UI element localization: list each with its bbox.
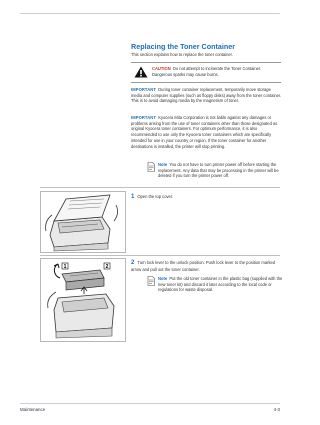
important-1-body: During toner container replacement, temporarily move storage media and computer supplies (such as floppy disks) away from the toner container. This is to avoid damaging media by the magnetism of toner.: [131, 87, 282, 104]
note-1-label: Note: [158, 162, 168, 167]
note-2-label: Note: [158, 276, 168, 281]
note-1-body: You do not have to turn printer power off before starting the replacement. Any data that may be processing in the printer will be deleted if you turn the printer power off.: [158, 162, 279, 179]
important-1-label: IMPORTANT: [131, 87, 156, 92]
important-2-body: Kyocera Mita Corporation is not liable against any damages or problems arising from the use of toner containers other than those designated as original Kyocera toner containers. For optimum performance, it is also recommended to use only the Kyocera toner containers which are specifically intended for use in your country or region. If the toner container for another destinations is installed, the printer will stop printing.: [131, 115, 278, 149]
note-1-text: [158, 162, 283, 179]
svg-text:1: 1: [63, 264, 67, 270]
caution-text: [152, 66, 277, 77]
step-1-text: Open the top cover.: [137, 194, 174, 199]
toner-removal-illustration: [40, 258, 126, 342]
footer-section: Maintenance: [20, 407, 46, 412]
note-icon: [147, 162, 155, 172]
note-icon: [147, 276, 155, 286]
svg-text:2: 2: [105, 264, 109, 270]
page-number: 4-3: [273, 407, 280, 412]
important-2: [131, 115, 283, 149]
important-2-label: IMPORTANT: [131, 115, 156, 120]
step-1: [131, 194, 283, 201]
caution-box: [131, 62, 281, 83]
step-2-number: 2: [131, 260, 135, 266]
important-1: [131, 87, 283, 104]
step-2: [131, 260, 283, 272]
section-title: Replacing the Toner Container: [131, 42, 236, 51]
step-2-text: Turn lock lever to the unlock position. Push lock lever to the position marked arrow and pull out the toner container.: [131, 260, 276, 272]
footer-rule: [20, 403, 280, 404]
printer-open-cover-illustration: [40, 191, 126, 253]
intro-text: This section explains how to replace the toner container.: [131, 52, 233, 57]
warning-icon: [134, 66, 148, 78]
note-2-body: Put the old toner container in the plastic bag (supplied with the new toner kit) and discard it later according to the local code or regulations for waste disposal.: [158, 276, 283, 293]
note-2-text: [158, 276, 283, 293]
note-2: [147, 276, 283, 294]
header-rule: [20, 13, 280, 14]
caution-body: Do not attempt to incinerate the Toner Container. Dangerous sparks may cause burns.: [152, 66, 262, 77]
note-1: [147, 162, 283, 180]
step-1-number: 1: [131, 194, 135, 200]
divider-2: [40, 255, 280, 256]
caution-label: CAUTION: [152, 66, 171, 71]
divider-1: [40, 187, 280, 188]
